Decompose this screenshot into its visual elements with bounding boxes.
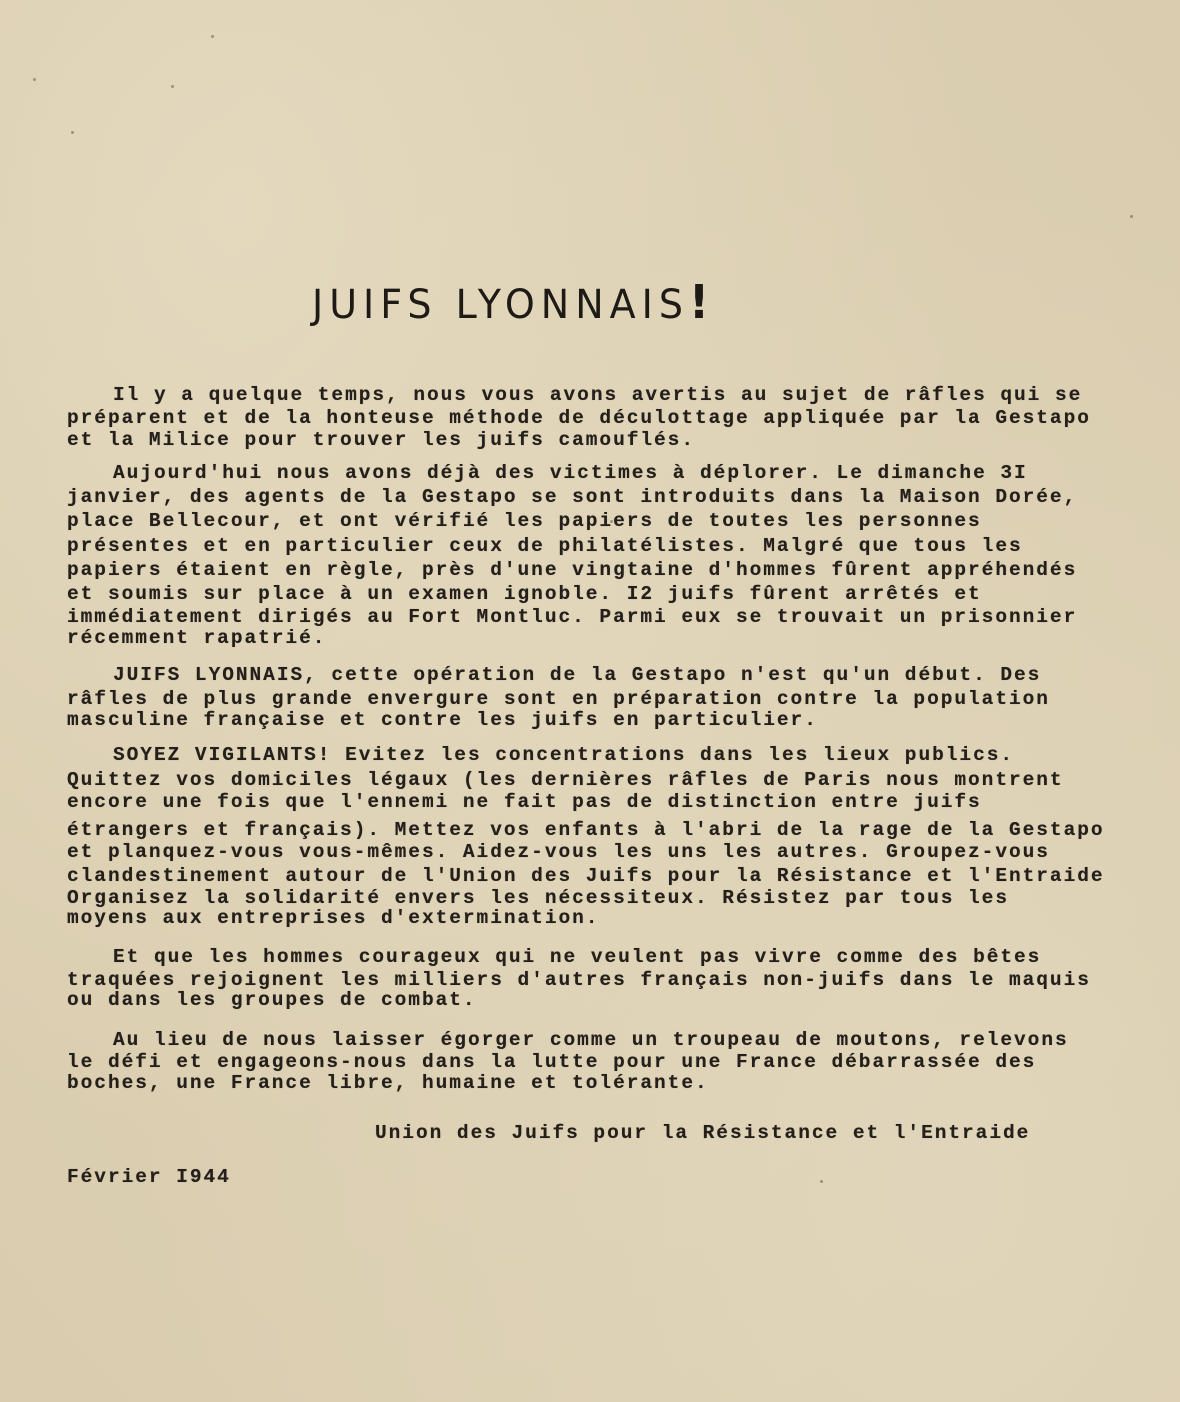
page-title (312, 276, 832, 330)
title-exclamation: ! (688, 276, 710, 330)
text-line: et soumis sur place à un examen ignoble. I2 juifs fûrent arrêtés et (67, 583, 982, 605)
text-line: masculine française et contre les juifs en particulier. (67, 709, 818, 731)
text-line: moyens aux entreprises d'extermination. (67, 907, 600, 929)
text-line: papiers étaient en règle, près d'une vingtaine d'hommes fûrent appréhendés (67, 559, 1078, 581)
text-line: JUIFS LYONNAIS, cette opération de la Gestapo n'est qu'un début. Des (113, 664, 1042, 686)
document-date: Février I944 (67, 1166, 231, 1188)
paper-speck (820, 1180, 823, 1183)
text-line: ou dans les groupes de combat. (67, 989, 477, 1011)
paper-speck (211, 35, 214, 38)
paper-speck (33, 78, 36, 81)
signature: Union des Juifs pour la Résistance et l'Entraide (375, 1122, 1031, 1144)
title-text: JUIFS LYONNAIS (312, 281, 689, 328)
text-line: le défi et engageons-nous dans la lutte pour une France débarrassée des (67, 1051, 1037, 1073)
text-line: Organisez la solidarité envers les nécessiteux. Résistez par tous les (67, 887, 1009, 909)
text-line: Et que les hommes courageux qui ne veulent pas vivre comme des bêtes (113, 946, 1042, 968)
text-line: râfles de plus grande envergure sont en préparation contre la population (67, 688, 1050, 710)
text-line: Quittez vos domiciles légaux (les dernières râfles de Paris nous montrent (67, 769, 1064, 791)
text-line: récemment rapatrié. (67, 627, 327, 649)
text-line: et la Milice pour trouver les juifs camouflés. (67, 429, 695, 451)
text-line: boches, une France libre, humaine et tolérante. (67, 1072, 709, 1094)
paper-speck (171, 85, 174, 88)
paper-speck (71, 131, 74, 134)
text-line: SOYEZ VIGILANTS! Evitez les concentrations dans les lieux publics. (113, 744, 1015, 766)
text-line: présentes et en particulier ceux de philatélistes. Malgré que tous les (67, 535, 1023, 557)
text-line: immédiatement dirigés au Fort Montluc. Parmi eux se trouvait un prisonnier (67, 606, 1078, 628)
text-line: place Bellecour, et ont vérifié les papiers de toutes les personnes (67, 510, 982, 532)
paper-speck (1130, 215, 1133, 218)
text-line: et planquez-vous vous-mêmes. Aidez-vous les uns les autres. Groupez-vous (67, 841, 1050, 863)
text-line: Au lieu de nous laisser égorger comme un troupeau de moutons, relevons (113, 1029, 1069, 1051)
text-line: étrangers et français). Mettez vos enfants à l'abri de la rage de la Gestapo (67, 819, 1105, 841)
text-line: Il y a quelque temps, nous vous avons avertis au sujet de râfles qui se (113, 384, 1083, 406)
text-line: Aujourd'hui nous avons déjà des victimes à déplorer. Le dimanche 3I (113, 462, 1028, 484)
text-line: encore une fois que l'ennemi ne fait pas de distinction entre juifs (67, 791, 982, 813)
text-line: préparent et de la honteuse méthode de déculottage appliquée par la Gestapo (67, 407, 1091, 429)
text-line: clandestinement autour de l'Union des Juifs pour la Résistance et l'Entraide (67, 865, 1105, 887)
text-line: traquées rejoignent les milliers d'autres français non-juifs dans le maquis (67, 969, 1091, 991)
text-line: janvier, des agents de la Gestapo se sont introduits dans la Maison Dorée, (67, 486, 1078, 508)
